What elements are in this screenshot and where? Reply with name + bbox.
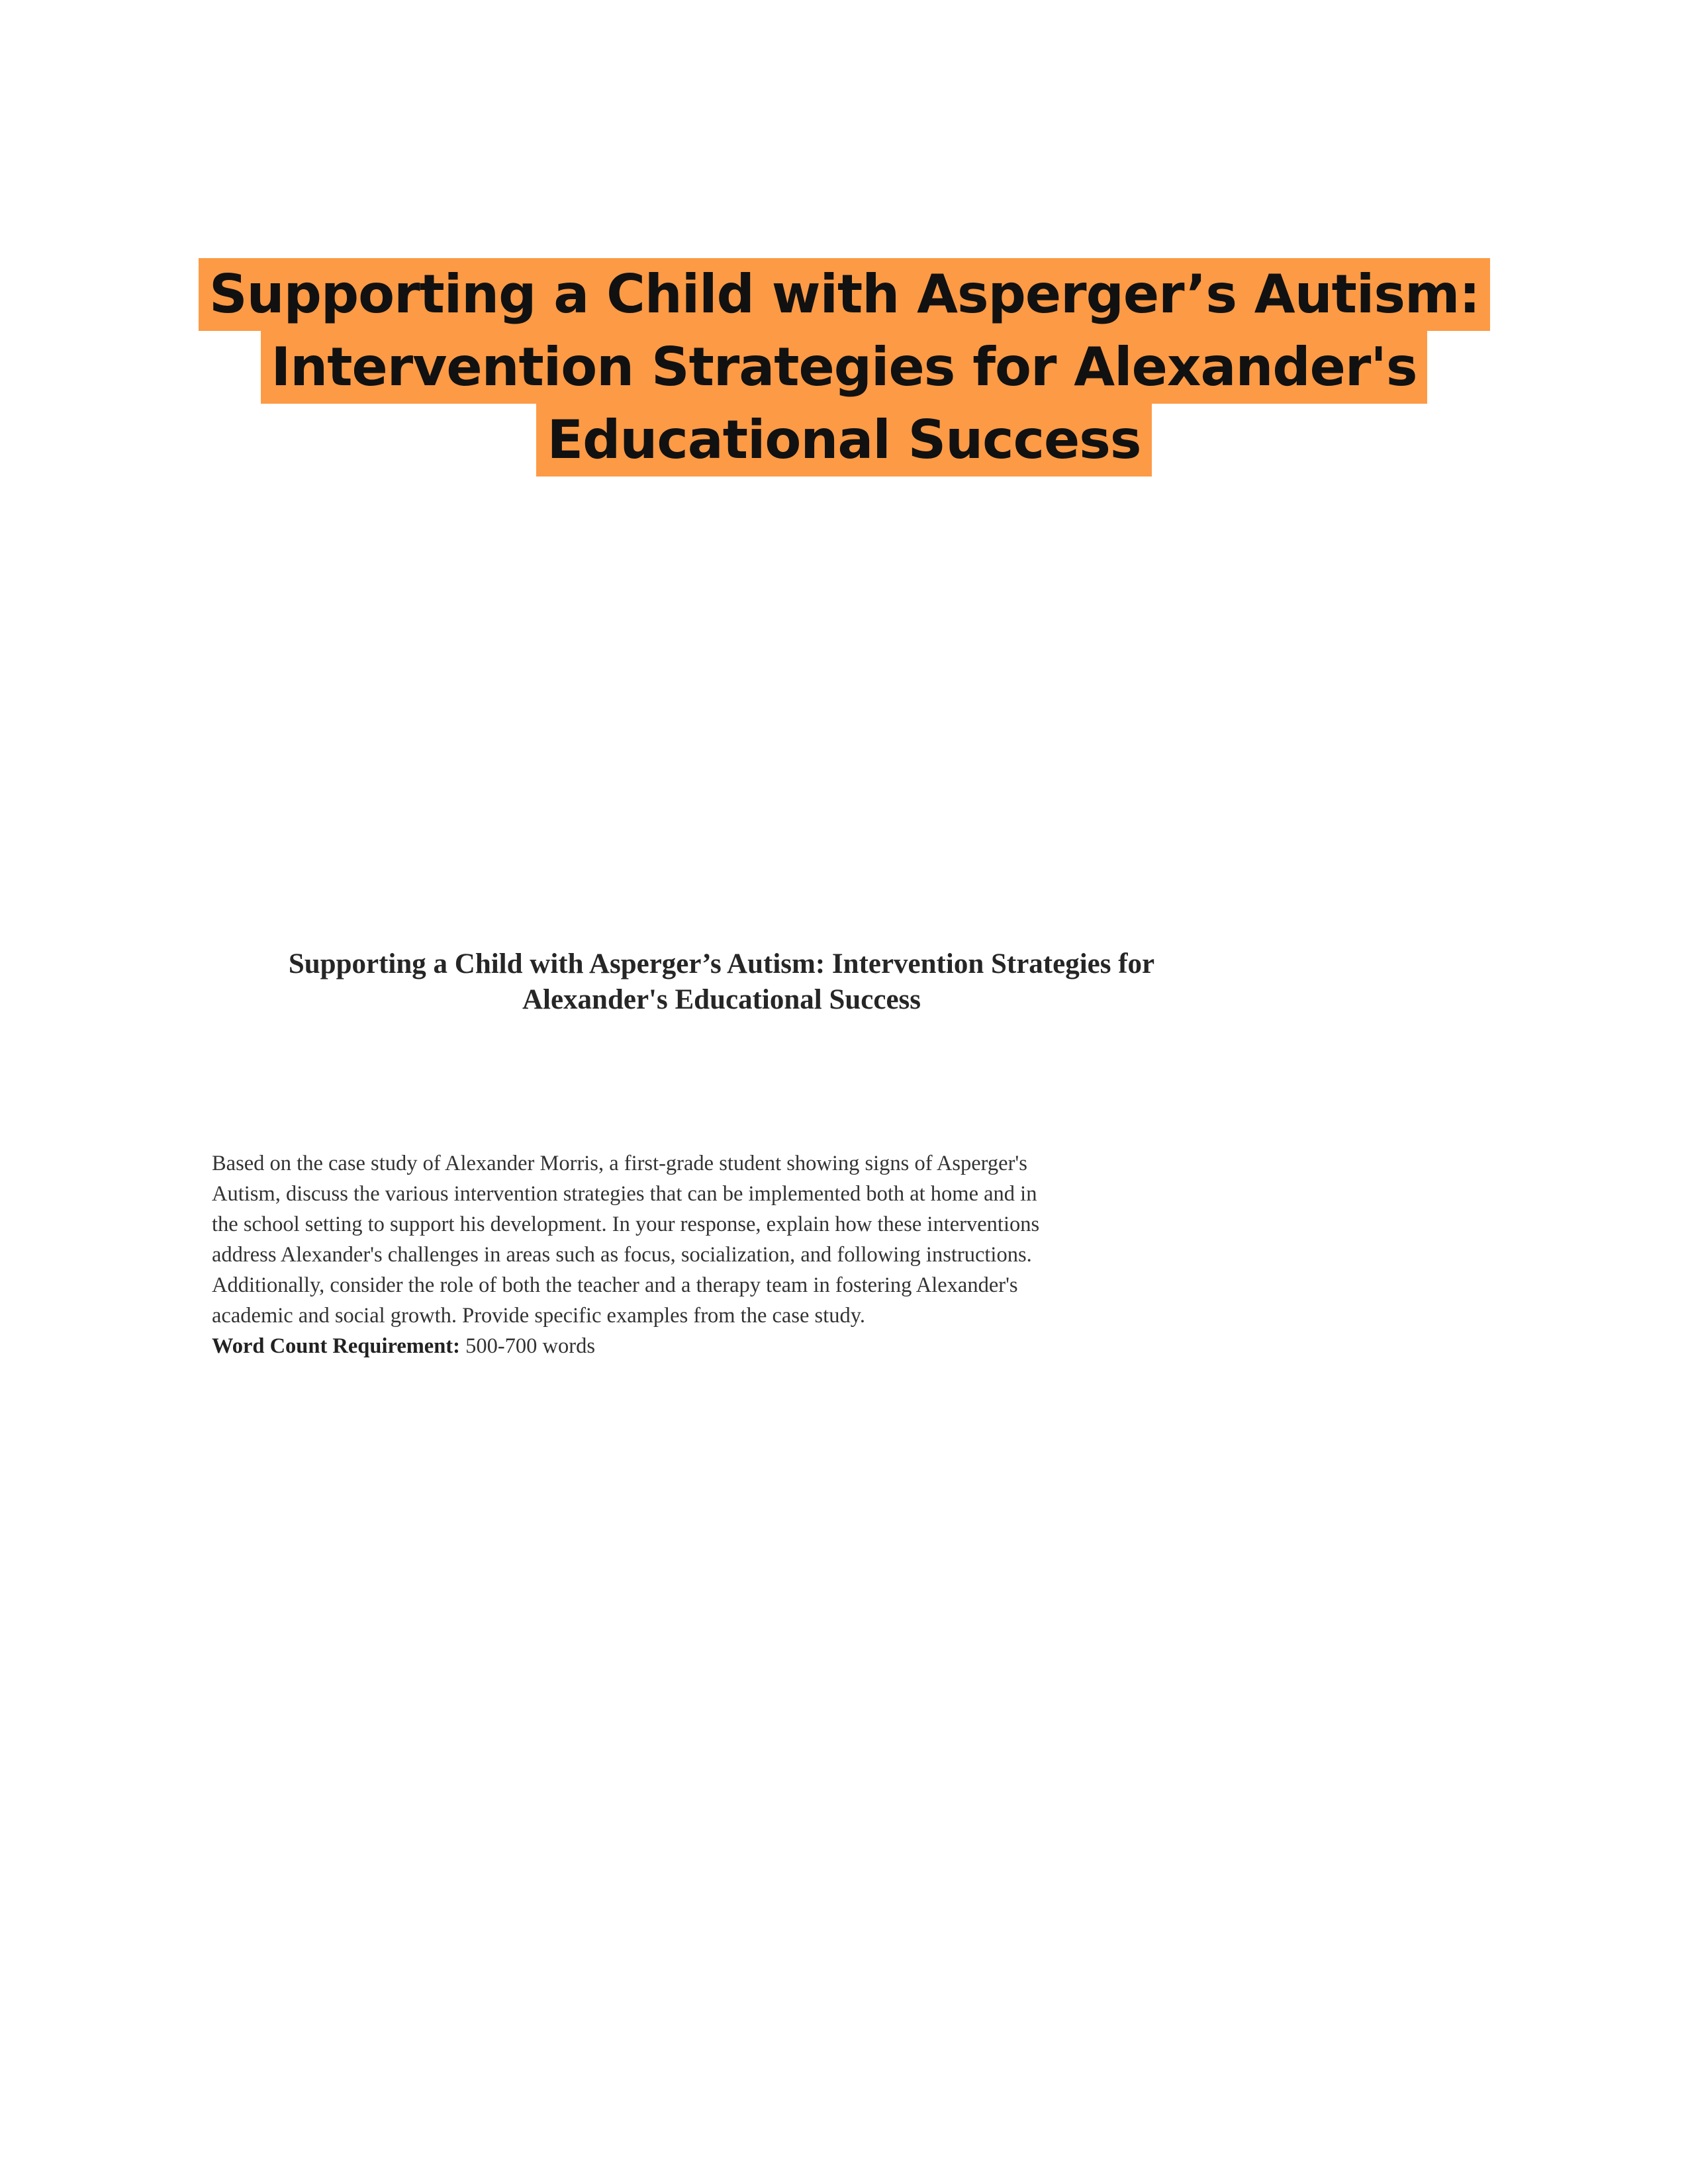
word-count-label: Word Count Requirement: [212,1334,460,1358]
prompt-line: Based on the case study of Alexander Morris, a first-grade student showing signs of Asperger's [212,1152,1027,1175]
highlighted-title-line-2: Intervention Strategies for Alexander's [261,331,1428,404]
word-count-requirement [212,1331,1231,1361]
highlighted-title-line [199,331,1489,404]
highlighted-title-line-1: Supporting a Child with Asperger’s Autism: [199,258,1490,331]
prompt-line: academic and social growth. Provide specific examples from the case study. [212,1304,865,1328]
prompt-line: Additionally, consider the role of both the teacher and a therapy team in fostering Alexander's [212,1273,1018,1297]
highlighted-title-line-3: Educational Success [536,404,1151,477]
highlighted-title-line [199,404,1489,477]
highlighted-title [199,258,1489,477]
assignment-title [199,946,1244,1018]
scanned-assignment-image [199,946,1244,1396]
prompt-line: the school setting to support his development. In your response, explain how these interventions [212,1212,1040,1236]
assignment-prompt [212,1148,1231,1361]
prompt-line: address Alexander's challenges in areas such as focus, socialization, and following instructions. [212,1243,1032,1267]
prompt-line: Autism, discuss the various intervention strategies that can be implemented both at home and in [212,1182,1037,1206]
highlighted-title-line [199,258,1489,331]
assignment-title-line-2: Alexander's Educational Success [522,984,921,1015]
word-count-value: 500-700 words [459,1334,595,1358]
assignment-title-line-1: Supporting a Child with Asperger’s Autism: Intervention Strategies for [288,948,1155,979]
